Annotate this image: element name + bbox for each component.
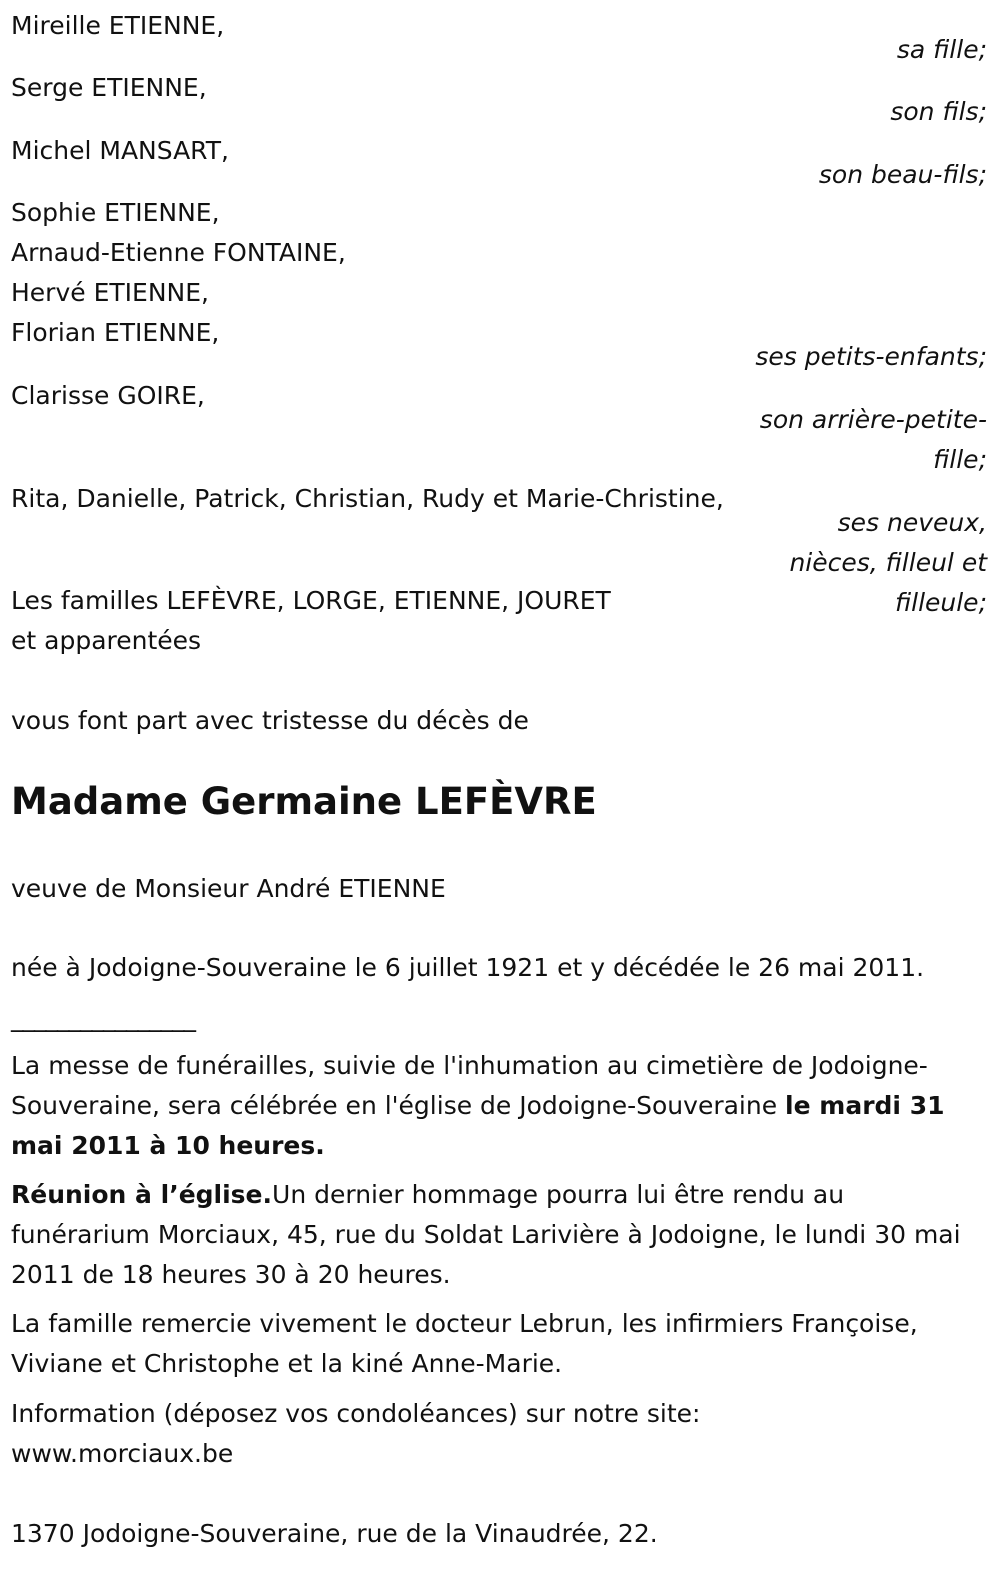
families-line: et apparentées: [11, 626, 202, 655]
deceased-name: Madame Germaine LEFÈVRE: [11, 780, 597, 823]
announcement-text: [11, 701, 987, 741]
family-relation: sa fille;: [896, 35, 987, 64]
grandchild-name: Florian ETIENNE,: [11, 318, 220, 347]
grandchild-name: Arnaud-Etienne FONTAINE,: [11, 238, 346, 267]
information-text: Information (déposez vos condoléances) sur notre site:: [11, 1399, 701, 1428]
family-member-name: Clarisse GOIRE,: [11, 381, 205, 410]
ceremony-paragraph: [11, 1046, 987, 1166]
spouse-block: [11, 869, 987, 909]
thanks-paragraph: [11, 1304, 987, 1384]
family-entry-great-granddaughter: [11, 376, 987, 480]
family-member-name: Michel MANSART,: [11, 136, 229, 165]
family-entry-son-in-law: [11, 131, 987, 195]
family-entry-son: [11, 68, 987, 132]
family-relation: son beau-fils;: [818, 160, 987, 189]
separator-line: ________________: [11, 1003, 195, 1032]
family-relation: son fils;: [890, 97, 987, 126]
separator-block: [11, 998, 987, 1038]
website-link[interactable]: www.morciaux.be: [11, 1439, 234, 1468]
address-block: [11, 1514, 987, 1554]
ceremony-date: le mardi 31 mai 2011 à 10 heures.: [11, 1091, 945, 1160]
spouse-text: veuve de Monsieur André ETIENNE: [11, 874, 446, 903]
deceased-name-block: [11, 780, 987, 824]
family-entry-daughter: [11, 6, 987, 70]
family-member-name: Mireille ETIENNE,: [11, 11, 225, 40]
family-relation: ses neveux, nièces, filleul et filleule;: [789, 508, 987, 617]
family-member-name: Serge ETIENNE,: [11, 73, 207, 102]
information-block: [11, 1394, 987, 1474]
families-line: Les familles LEFÈVRE, LORGE, ETIENNE, JOURET: [11, 586, 611, 615]
reunion-text: Un dernier hommage pourra lui être rendu au funérarium Morciaux, 45, rue du Soldat Larivière à Jodoigne, le lundi 30 mai 2011 de 18 heures 30 à 20 heures.: [11, 1180, 961, 1289]
grandchild-name: Hervé ETIENNE,: [11, 278, 209, 307]
thanks-text: La famille remercie vivement le docteur Lebrun, les infirmiers Françoise, Viviane et Christophe et la kiné Anne-Marie.: [11, 1309, 918, 1378]
ceremony-text: La messe de funérailles, suivie de l'inhumation au cimetière de Jodoigne-Souveraine, sera célébrée en l'église de Jodoigne-Souveraine: [11, 1051, 928, 1120]
family-entry-families: [11, 581, 987, 661]
family-member-names: Rita, Danielle, Patrick, Christian, Rudy et Marie-Christine,: [11, 484, 724, 513]
announcement-line: vous font part avec tristesse du décès de: [11, 706, 529, 735]
dates-block: [11, 948, 987, 988]
grandchild-name: Sophie ETIENNE,: [11, 198, 220, 227]
reunion-paragraph: [11, 1175, 987, 1295]
family-relation: son arrière-petite-fille;: [759, 405, 987, 474]
reunion-heading: Réunion à l’église.: [11, 1180, 273, 1209]
family-relation: ses petits-enfants;: [755, 342, 987, 371]
address-text: 1370 Jodoigne-Souveraine, rue de la Vinaudrée, 22.: [11, 1519, 658, 1548]
birth-death-dates: née à Jodoigne-Souveraine le 6 juillet 1921 et y décédée le 26 mai 2011.: [11, 953, 925, 982]
family-entry-grandchildren: [11, 193, 987, 377]
